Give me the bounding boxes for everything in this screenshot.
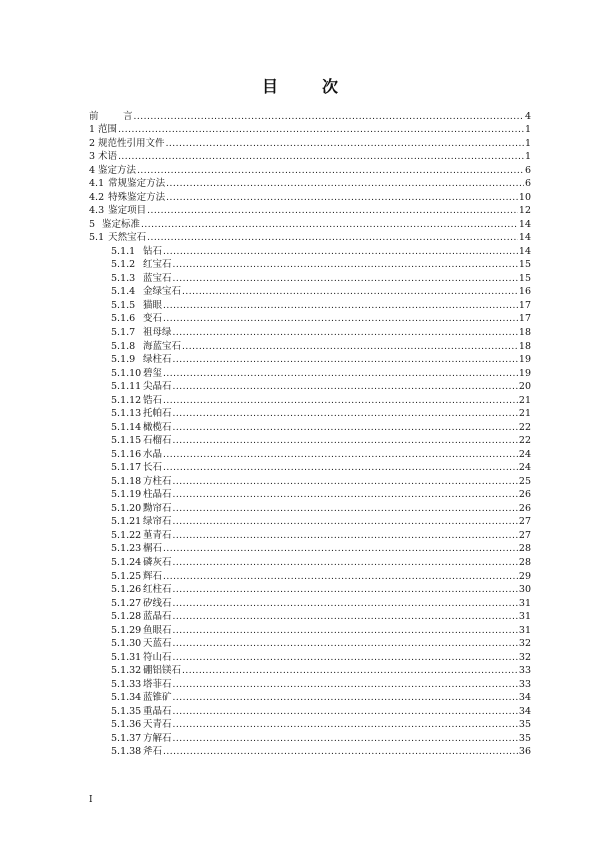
toc-leader-dots — [173, 638, 518, 650]
toc-entry[interactable] — [89, 177, 531, 191]
toc-entry-number: 4.3 — [89, 205, 105, 217]
toc-entry[interactable] — [111, 515, 531, 529]
toc-entry-page: 21 — [518, 394, 531, 406]
toc-entry-number: 5.1.37 — [111, 732, 142, 744]
toc-entry-label: 天青石 — [143, 719, 172, 731]
toc-entry[interactable] — [111, 407, 531, 421]
toc-entry-label: 尖晶石 — [143, 381, 172, 393]
page-title: 目 次 — [261, 77, 352, 96]
toc-entry[interactable] — [89, 217, 531, 231]
toc-leader-dots — [173, 489, 518, 501]
toc-entry[interactable] — [111, 488, 531, 502]
toc-entry[interactable] — [111, 258, 531, 272]
toc-leader-dots — [163, 543, 518, 555]
toc-entry-number: 5.1.4 — [111, 286, 136, 298]
toc-entry-number: 5.1.14 — [111, 421, 142, 433]
toc-leader-dots — [137, 165, 524, 177]
toc-entry-number: 5.1.5 — [111, 299, 136, 311]
toc-entry[interactable] — [111, 542, 531, 556]
toc-entry-page: 35 — [518, 732, 531, 744]
toc-entry-page: 22 — [518, 421, 531, 433]
toc-entry-number: 5.1.35 — [111, 705, 142, 717]
toc-entry-number: 5.1.2 — [111, 259, 136, 271]
toc-leader-dots — [134, 111, 524, 123]
toc-entry[interactable] — [111, 353, 531, 367]
toc-leader-dots — [166, 138, 524, 150]
toc-entry[interactable] — [111, 596, 531, 610]
toc-entry-label: 红柱石 — [143, 584, 172, 596]
toc-entry[interactable] — [111, 366, 531, 380]
toc-entry-page: 26 — [518, 489, 531, 501]
toc-entry-number: 5.1.16 — [111, 448, 142, 460]
toc-entry-page: 1 — [524, 137, 531, 149]
toc-entry-page: 19 — [518, 354, 531, 366]
toc-entry-page: 15 — [518, 272, 531, 284]
toc-entry-number: 5.1.18 — [111, 475, 142, 487]
toc-entry-page: 33 — [518, 678, 531, 690]
toc-leader-dots — [163, 300, 518, 312]
toc-entry-label: 托帕石 — [143, 408, 172, 420]
toc-entry-number: 5.1.21 — [111, 516, 142, 528]
toc-entry-number: 5.1.28 — [111, 611, 142, 623]
toc-entry-number: 5.1.23 — [111, 543, 142, 555]
toc-leader-dots — [173, 611, 518, 623]
toc-entry-label: 符山石 — [143, 651, 172, 663]
toc-leader-dots — [182, 341, 518, 353]
toc-entry-label: 鉴定项目 — [108, 205, 147, 217]
toc-entry-number: 5.1.27 — [111, 597, 142, 609]
toc-entry-page: 26 — [518, 502, 531, 514]
toc-entry-page: 16 — [518, 286, 531, 298]
toc-entry[interactable] — [111, 528, 531, 542]
toc-entry[interactable] — [89, 204, 531, 218]
toc-entry[interactable] — [111, 569, 531, 583]
toc-entry-page: 32 — [518, 638, 531, 650]
toc-entry-page: 34 — [518, 705, 531, 717]
toc-entry-label: 碧玺 — [143, 367, 163, 379]
toc-entry-page: 14 — [518, 232, 531, 244]
toc-entry-page: 17 — [518, 313, 531, 325]
toc-entry[interactable] — [111, 610, 531, 624]
toc-entry[interactable] — [111, 461, 531, 475]
toc-entry-number: 5.1.26 — [111, 584, 142, 596]
toc-entry-number: 5.1.9 — [111, 354, 136, 366]
toc-entry-number: 3 — [89, 151, 96, 163]
toc-entry-number: 5.1.8 — [111, 340, 136, 352]
toc-entry-label: 辉石 — [143, 570, 163, 582]
toc-entry-page: 22 — [518, 435, 531, 447]
toc-entry-number: 5.1.12 — [111, 394, 142, 406]
toc-entry[interactable] — [111, 718, 531, 732]
toc-entry-label: 猫眼 — [143, 299, 163, 311]
toc-entry-label: 术语 — [98, 151, 118, 163]
toc-leader-dots — [173, 327, 518, 339]
toc-entry-label: 钻石 — [143, 245, 163, 257]
toc-entry-page: 31 — [518, 597, 531, 609]
toc-leader-dots — [173, 692, 518, 704]
toc-entry-page: 15 — [518, 259, 531, 271]
toc-entry-number: 5.1.15 — [111, 435, 142, 447]
toc-entry-number: 5.1.34 — [111, 692, 142, 704]
toc-leader-dots — [173, 381, 518, 393]
toc-entry[interactable] — [111, 380, 531, 394]
toc-entry-label: 磷灰石 — [143, 556, 172, 568]
toc-entry-number: 5.1.24 — [111, 556, 142, 568]
toc-entry-label: 水晶 — [143, 448, 163, 460]
toc-entry-label: 变石 — [143, 313, 163, 325]
toc-leader-dots — [173, 598, 518, 610]
toc-entry[interactable] — [111, 434, 531, 448]
toc-entry-label: 常规鉴定方法 — [108, 178, 166, 190]
toc-entry-number: 5.1.31 — [111, 651, 142, 663]
toc-leader-dots — [163, 462, 518, 474]
toc-entry-label: 范围 — [98, 124, 118, 136]
toc-entry-label: 天蓝石 — [143, 638, 172, 650]
toc-entry[interactable] — [111, 623, 531, 637]
toc-leader-dots — [173, 706, 518, 718]
toc-entry-number: 5.1 — [89, 232, 105, 244]
toc-leader-dots — [118, 151, 524, 163]
toc-entry[interactable] — [89, 163, 531, 177]
toc-entry-page: 14 — [518, 218, 531, 230]
toc-entry-number: 5.1.11 — [111, 381, 142, 393]
toc-entry-number: 5.1.38 — [111, 746, 142, 758]
toc-entry-number: 5.1.20 — [111, 502, 142, 514]
toc-entry[interactable] — [111, 312, 531, 326]
toc-entry-page: 27 — [518, 516, 531, 528]
toc-entry-label: 矽线石 — [143, 597, 172, 609]
toc-entry-page: 18 — [518, 326, 531, 338]
toc-entry-page: 4 — [524, 110, 531, 122]
toc-entry[interactable] — [111, 745, 531, 759]
toc-entry[interactable] — [111, 420, 531, 434]
toc-leader-dots — [173, 354, 518, 366]
toc-leader-dots — [163, 746, 518, 758]
toc-entry-page: 25 — [518, 475, 531, 487]
toc-entry[interactable] — [111, 664, 531, 678]
toc-entry-label: 长石 — [143, 462, 163, 474]
toc-entry-page: 6 — [524, 178, 531, 190]
toc-leader-dots — [147, 205, 518, 217]
toc-entry[interactable] — [111, 325, 531, 339]
toc-entry-label: 硼铝镁石 — [143, 665, 182, 677]
toc-entry-number: 2 — [89, 137, 96, 149]
toc-entry[interactable] — [111, 244, 531, 258]
toc-leader-dots — [163, 449, 518, 461]
toc-entry-label: 重晶石 — [143, 705, 172, 717]
toc-entry-label: 绿帘石 — [143, 516, 172, 528]
toc-entry-page: 24 — [518, 448, 531, 460]
toc-entry-page: 1 — [524, 124, 531, 136]
toc-entry[interactable] — [111, 285, 531, 299]
toc-leader-dots — [173, 422, 518, 434]
toc-leader-dots — [182, 286, 518, 298]
toc-entry-label: 堇青石 — [143, 529, 172, 541]
toc-entry-number: 5.1.1 — [111, 245, 136, 257]
toc-entry-number: 5.1.7 — [111, 326, 136, 338]
toc-entry[interactable] — [111, 704, 531, 718]
toc-entry-number: 4 — [89, 164, 96, 176]
toc-entry-page: 31 — [518, 624, 531, 636]
toc-leader-dots — [147, 232, 518, 244]
toc-entry-label: 斧石 — [143, 746, 163, 758]
toc-entry-number: 5.1.25 — [111, 570, 142, 582]
toc-entry-label: 石榴石 — [143, 435, 172, 447]
toc-entry-label: 红宝石 — [143, 259, 172, 271]
toc-leader-dots — [173, 503, 518, 515]
toc-entry-page: 18 — [518, 340, 531, 352]
toc-entry-page: 1 — [524, 151, 531, 163]
toc-entry[interactable] — [111, 393, 531, 407]
toc-entry-label: 塔菲石 — [143, 678, 172, 690]
toc-entry-label: 鉴定标准 — [102, 218, 141, 230]
toc-entry-label: 鱼眼石 — [143, 624, 172, 636]
toc-entry-number: 4.2 — [89, 191, 105, 203]
toc-entry[interactable] — [111, 298, 531, 312]
toc-leader-dots — [173, 584, 518, 596]
toc-leader-dots — [173, 679, 518, 691]
toc-leader-dots — [163, 313, 518, 325]
toc-entry-number: 5 — [89, 218, 96, 230]
toc-entry[interactable] — [111, 637, 531, 651]
toc-entry[interactable] — [111, 583, 531, 597]
toc-entry-page: 29 — [518, 570, 531, 582]
toc-entry-number: 5.1.3 — [111, 272, 136, 284]
toc-entry-label: 规范性引用文件 — [98, 137, 165, 149]
toc-entry-label: 绿柱石 — [143, 354, 172, 366]
toc-leader-dots — [173, 516, 518, 528]
toc-entry-label: 方柱石 — [143, 475, 172, 487]
toc-entry-number: 1 — [89, 124, 96, 136]
toc-entry[interactable] — [89, 136, 531, 150]
toc-leader-dots — [173, 530, 518, 542]
toc-entry-page: 10 — [518, 191, 531, 203]
toc-entry-page: 28 — [518, 543, 531, 555]
toc-entry-number: 5.1.30 — [111, 638, 142, 650]
toc-entry-page: 36 — [518, 746, 531, 758]
page-number: I — [89, 795, 93, 805]
toc-entry-page: 27 — [518, 529, 531, 541]
toc-entry-number: 前 — [89, 110, 99, 122]
toc-leader-dots — [173, 435, 518, 447]
toc-entry-number: 5.1.19 — [111, 489, 142, 501]
toc-entry-label: 锆石 — [143, 394, 163, 406]
toc-leader-dots — [118, 124, 524, 136]
toc-entry[interactable] — [111, 555, 531, 569]
toc-leader-dots — [173, 625, 518, 637]
toc-entry[interactable] — [111, 650, 531, 664]
toc-entry[interactable] — [89, 231, 531, 245]
toc-leader-dots — [173, 733, 518, 745]
toc-entry[interactable] — [111, 691, 531, 705]
toc-entry-page: 34 — [518, 692, 531, 704]
toc-entry-page: 35 — [518, 719, 531, 731]
toc-leader-dots — [163, 395, 518, 407]
toc-entry-number: 5.1.36 — [111, 719, 142, 731]
toc-leader-dots — [173, 476, 518, 488]
toc-entry-page: 21 — [518, 408, 531, 420]
toc-entry-page: 12 — [518, 205, 531, 217]
toc-entry-page: 28 — [518, 556, 531, 568]
toc-leader-dots — [173, 273, 518, 285]
toc-leader-dots — [163, 571, 518, 583]
toc-entry-label: 海蓝宝石 — [143, 340, 182, 352]
toc-entry-label: 特殊鉴定方法 — [108, 191, 166, 203]
toc-leader-dots — [173, 259, 518, 271]
toc-entry[interactable] — [111, 501, 531, 515]
toc-entry-label: 蓝宝石 — [143, 272, 172, 284]
toc-entry-page: 14 — [518, 245, 531, 257]
toc-entry[interactable] — [111, 474, 531, 488]
toc-leader-dots — [166, 192, 518, 204]
toc-entry-label: 金绿宝石 — [143, 286, 182, 298]
toc-entry-number: 5.1.13 — [111, 408, 142, 420]
toc-entry-number: 4.1 — [89, 178, 105, 190]
toc-entry-label: 蓝晶石 — [143, 611, 172, 623]
toc-entry-page: 6 — [524, 164, 531, 176]
toc-leader-dots — [166, 178, 524, 190]
toc-leader-dots — [182, 665, 518, 677]
toc-entry-label: 柱晶石 — [143, 489, 172, 501]
toc-entry[interactable] — [89, 123, 531, 137]
toc-entry-label: 黝帘石 — [143, 502, 172, 514]
toc-entry[interactable] — [89, 150, 531, 164]
toc-entry[interactable] — [111, 447, 531, 461]
toc-entry-page: 32 — [518, 651, 531, 663]
toc-leader-dots — [173, 557, 518, 569]
toc-entry-label: 榍石 — [143, 543, 163, 555]
toc-entry[interactable] — [111, 677, 531, 691]
toc-entry-page: 24 — [518, 462, 531, 474]
toc-entry-label: 祖母绿 — [143, 326, 172, 338]
toc-entry-page: 17 — [518, 299, 531, 311]
toc-entry-label: 言 — [123, 110, 133, 122]
toc-entry-label: 橄榄石 — [143, 421, 172, 433]
toc-entry-label: 天然宝石 — [108, 232, 147, 244]
toc-entry-number: 5.1.33 — [111, 678, 142, 690]
toc-leader-dots — [163, 246, 518, 258]
toc-leader-dots — [163, 368, 518, 380]
toc-entry[interactable] — [89, 109, 531, 123]
toc-leader-dots — [141, 219, 518, 231]
toc-entry[interactable] — [89, 190, 531, 204]
toc-entry[interactable] — [111, 731, 531, 745]
toc-entry-page: 30 — [518, 584, 531, 596]
toc-entry-number: 5.1.10 — [111, 367, 142, 379]
toc-leader-dots — [173, 408, 518, 420]
toc-leader-dots — [173, 719, 518, 731]
toc-entry-number: 5.1.29 — [111, 624, 142, 636]
toc-entry[interactable] — [111, 271, 531, 285]
toc-entry-number: 5.1.32 — [111, 665, 142, 677]
toc-entry[interactable] — [111, 339, 531, 353]
toc-entry-label: 方解石 — [143, 732, 172, 744]
toc-leader-dots — [173, 652, 518, 664]
toc-entry-page: 19 — [518, 367, 531, 379]
toc-entry-page: 31 — [518, 611, 531, 623]
toc-entry-label: 蓝锥矿 — [143, 692, 172, 704]
toc-entry-page: 20 — [518, 381, 531, 393]
toc-entry-label: 鉴定方法 — [98, 164, 137, 176]
toc-entry-number: 5.1.17 — [111, 462, 142, 474]
toc-entry-number: 5.1.6 — [111, 313, 136, 325]
toc-entry-number: 5.1.22 — [111, 529, 142, 541]
toc-entry-page: 33 — [518, 665, 531, 677]
